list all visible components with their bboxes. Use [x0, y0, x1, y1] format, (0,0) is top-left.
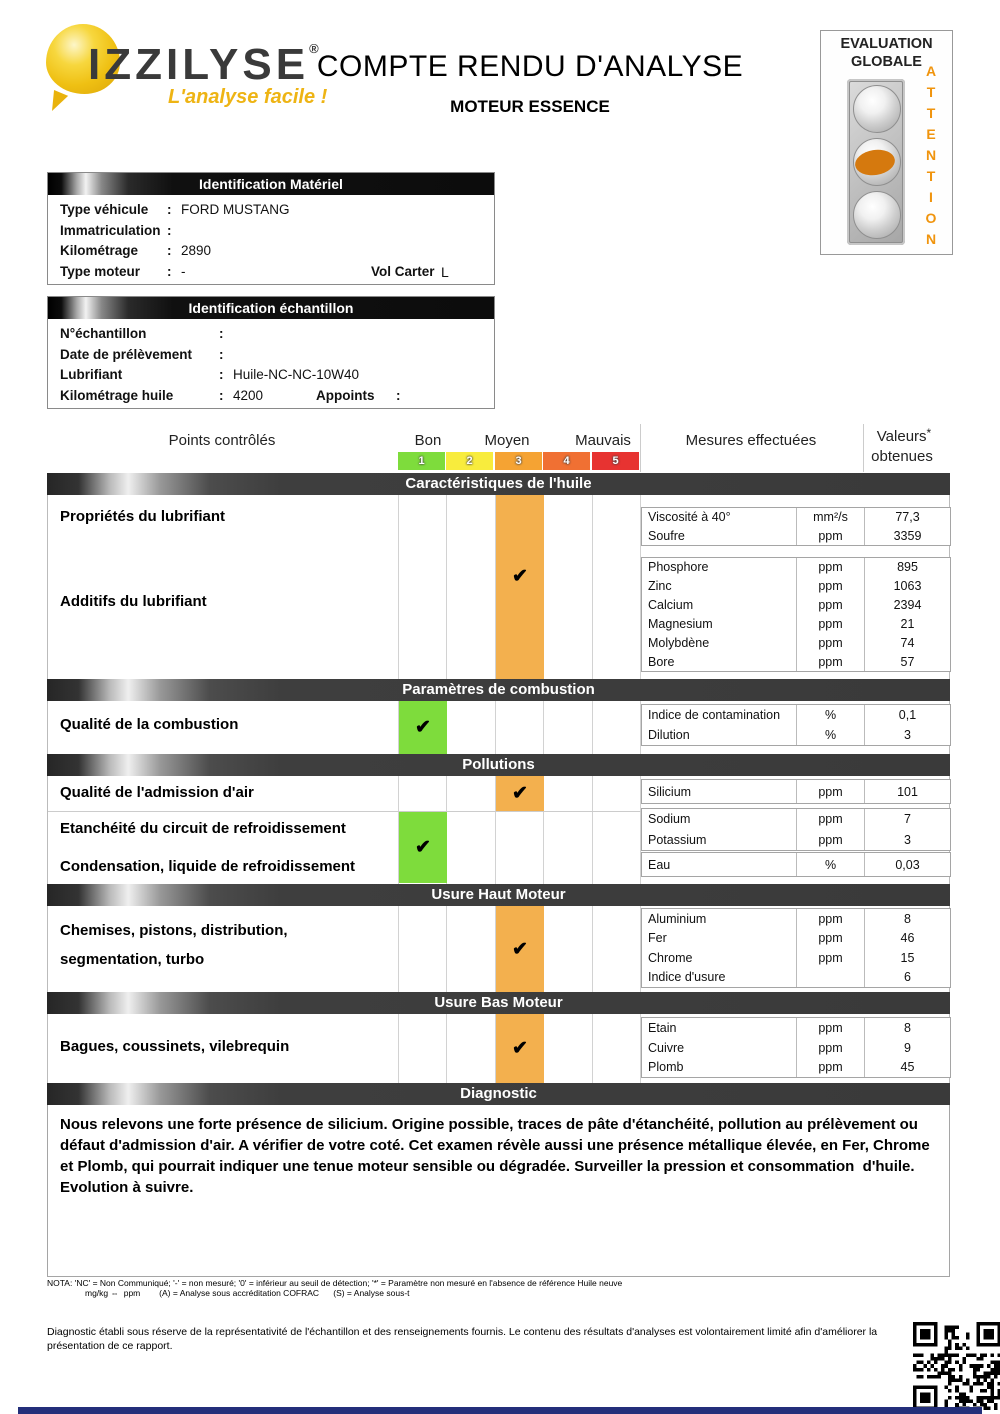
- row-admission-air: Qualité de l'admission d'air: [60, 784, 254, 801]
- measure-value: 3: [904, 728, 911, 742]
- traffic-light-middle: [853, 138, 901, 186]
- measure-value: 57: [900, 654, 915, 669]
- block-usure-haut: [47, 906, 950, 992]
- measure-row: [642, 1057, 950, 1077]
- colon: :: [219, 346, 224, 362]
- measure-row: [642, 705, 950, 725]
- measure-unit: ppm: [796, 948, 865, 968]
- measure-label: Phosphore: [648, 560, 709, 575]
- asterisk: *: [926, 426, 932, 440]
- field-kilometrage: [48, 241, 494, 262]
- measure-unit: [796, 968, 865, 988]
- verdict-letter: N: [925, 231, 937, 247]
- measure-unit: ppm: [796, 830, 865, 851]
- qr-code: [913, 1322, 1000, 1410]
- field-value: FORD MUSTANG: [181, 202, 290, 217]
- bottom-page-bar: [18, 1407, 982, 1414]
- section-band-combustion: Paramètres de combustion: [47, 679, 950, 701]
- measure-value: 101: [897, 784, 918, 799]
- col-points-controles: Points contrôlés: [168, 432, 276, 449]
- check-icon: ✔: [512, 566, 528, 587]
- report-subtitle: MOTEUR ESSENCE: [450, 97, 610, 116]
- measure-unit: ppm: [796, 596, 865, 615]
- scale-chip-5: [592, 452, 639, 470]
- measure-value: 6: [904, 970, 911, 985]
- logo: [88, 40, 319, 90]
- colon: :: [167, 243, 172, 258]
- measure-label: Aluminium: [648, 911, 707, 926]
- block-pollutions: [47, 776, 950, 884]
- colon: :: [167, 222, 172, 238]
- colon: :: [219, 326, 224, 341]
- table-header: [47, 424, 950, 472]
- measure-row: [642, 809, 950, 830]
- measure-value: 21: [900, 616, 915, 631]
- rating-cell-moyen: [496, 906, 544, 992]
- identification-echantillon-box: [47, 296, 495, 409]
- measure-unit: ppm: [796, 1018, 865, 1038]
- measure-unit: ppm: [796, 1057, 865, 1077]
- measure-label: Zinc: [648, 579, 672, 594]
- section-band-huile: Caractéristiques de l'huile: [47, 473, 950, 495]
- measure-row: [642, 1018, 950, 1038]
- measure-value: 15: [900, 950, 915, 965]
- measure-unit: ppm: [796, 1038, 865, 1058]
- measure-group: [641, 557, 951, 672]
- measure-unit: %: [796, 705, 865, 725]
- field-label: Lubrifiant: [60, 367, 123, 382]
- row-separator: [48, 811, 641, 812]
- measure-value: 0,1: [898, 708, 917, 722]
- measure-value: 1063: [893, 579, 922, 594]
- rating-cell-moyen: [496, 1014, 544, 1083]
- measure-value: 3359: [893, 528, 922, 543]
- scale-chip-4: [543, 452, 590, 470]
- colon: :: [396, 387, 401, 403]
- measure-unit: ppm: [796, 780, 865, 803]
- measure-label: Dilution: [648, 728, 690, 742]
- field-label: Date de prélèvement: [60, 346, 193, 362]
- verdict-letter: E: [926, 126, 936, 142]
- scale-chip-3: [495, 452, 542, 470]
- measure-row: [642, 780, 950, 803]
- check-icon: ✔: [415, 837, 431, 858]
- registered-mark: ®: [309, 41, 319, 56]
- field-value: Huile-NC-NC-10W40: [233, 367, 360, 382]
- scale-number: 1: [418, 455, 425, 467]
- measure-label: Potassium: [648, 832, 707, 847]
- block-usure-bas: [47, 1014, 950, 1083]
- measure-row: [642, 508, 950, 527]
- measure-label: Chrome: [648, 950, 693, 965]
- identification-materiel-header: Identification Matériel: [48, 173, 494, 195]
- field-label: Kilométrage huile: [60, 387, 174, 403]
- measure-row: [642, 558, 950, 577]
- check-icon: ✔: [512, 1038, 528, 1059]
- measure-label: Magnesium: [648, 616, 713, 631]
- measure-value: 2394: [893, 598, 922, 613]
- colon: :: [219, 367, 224, 382]
- evaluation-title-line1: EVALUATION: [840, 36, 933, 52]
- diagnostic-text: Nous relevons une forte présence de silicium. Origine possible, traces de pâte d'étanchéité, pollution au prélèvement ou défaut d'admission d'air. A vérifier de votre coté. Cet examen révèle aussi une présence métallique élevée, en Fer, Chrome et Plomb, qui pourrait indiquer une tenue moteur sensible ou dégradée. Surveiller la pression et consommation d'huile. Evolution à suivre.: [60, 1116, 934, 1196]
- measure-unit: ppm: [796, 929, 865, 949]
- verdict-letter: N: [925, 147, 937, 163]
- measure-unit: ppm: [796, 809, 865, 830]
- check-icon: ✔: [512, 783, 528, 804]
- measure-row: [642, 577, 950, 596]
- field-lubrifiant: [48, 365, 494, 386]
- measure-label: Molybdène: [648, 635, 710, 650]
- vol-carter-label: Vol Carter: [371, 263, 435, 279]
- field-value: [233, 324, 494, 345]
- field-value: 2890: [181, 243, 212, 258]
- field-value: -: [181, 263, 186, 279]
- results-table: [47, 424, 950, 1278]
- field-label: Type véhicule: [60, 202, 149, 217]
- verdict-letter: A: [925, 63, 937, 79]
- measure-row: [642, 853, 950, 876]
- field-type-moteur: [48, 262, 494, 283]
- scale-chip-2: [446, 452, 493, 470]
- row-additifs-lubrifiant: Additifs du lubrifiant: [60, 593, 207, 610]
- measure-label: Calcium: [648, 598, 694, 613]
- col-valeurs-line1: [877, 426, 931, 445]
- measure-row: [642, 830, 950, 851]
- measure-label: Plomb: [648, 1060, 684, 1075]
- field-value: [181, 221, 494, 242]
- measure-value: 8: [904, 1020, 911, 1035]
- traffic-light-icon: [847, 79, 905, 245]
- measure-value: 895: [897, 560, 918, 575]
- scale-number: 3: [515, 455, 522, 467]
- measure-row: [642, 968, 950, 988]
- row-bagues-coussinets: Bagues, coussinets, vilebrequin: [60, 1038, 290, 1055]
- measure-unit: %: [796, 725, 865, 745]
- vol-carter-value: L: [441, 263, 449, 280]
- colon: :: [167, 263, 172, 279]
- measure-group: [641, 779, 951, 804]
- measure-value: 0,03: [895, 857, 920, 872]
- verdict-letter: T: [926, 168, 936, 184]
- col-valeurs-line2: obtenues: [871, 448, 933, 465]
- measure-label: Eau: [648, 857, 671, 872]
- logo-tagline: L'analyse facile !: [168, 86, 328, 108]
- measure-row: [642, 596, 950, 615]
- report-title: COMPTE RENDU D'ANALYSE: [316, 50, 744, 83]
- diagnostic-box: [47, 1105, 950, 1277]
- colon: :: [219, 387, 224, 403]
- scale-chip-1: [398, 452, 445, 470]
- measure-label: Cuivre: [648, 1040, 685, 1055]
- measure-label: Viscosité à 40°: [648, 510, 731, 525]
- measure-label: Soufre: [648, 528, 685, 543]
- scale-number: 2: [466, 455, 473, 467]
- measure-row: [642, 614, 950, 633]
- measure-row: [642, 527, 950, 546]
- colon: :: [167, 202, 172, 217]
- measure-unit: ppm: [796, 577, 865, 596]
- measure-value: 7: [904, 812, 911, 827]
- measure-row: [642, 725, 950, 745]
- col-moyen: Moyen: [484, 432, 530, 449]
- logo-wordmark: IZZILYSE: [88, 40, 310, 89]
- field-label: N°échantillon: [60, 326, 147, 341]
- measure-label: Fer: [648, 931, 667, 946]
- measure-label: Etain: [648, 1020, 677, 1035]
- rating-cell-moyen: [496, 776, 544, 811]
- col-mauvais: Mauvais: [575, 432, 631, 449]
- verdict-letter: T: [926, 84, 936, 100]
- measure-row: [642, 948, 950, 968]
- row-proprietes-lubrifiant: Propriétés du lubrifiant: [60, 508, 226, 525]
- measure-unit: ppm: [796, 633, 865, 652]
- measure-group: [641, 704, 951, 746]
- section-band-usure-haut: Usure Haut Moteur: [47, 884, 950, 906]
- nota-line1: NOTA: 'NC' = Non Communiqué; '-' = non mesuré; '0' = inférieur au seuil de détection; '*' = Paramètre non mesuré en l'absence de référence Huile neuve: [47, 1278, 623, 1288]
- field-immatriculation: [48, 221, 494, 242]
- field-label: Kilométrage: [60, 243, 139, 258]
- measure-label: Indice de contamination: [648, 708, 781, 722]
- col-bon: Bon: [414, 432, 442, 449]
- col-mesures: Mesures effectuées: [685, 432, 817, 449]
- rating-cell-bon: [399, 812, 447, 883]
- field-type-vehicule: [48, 200, 494, 221]
- measure-value: 45: [900, 1060, 915, 1075]
- measure-value: 77,3: [895, 510, 920, 525]
- block-huile: [47, 495, 950, 679]
- traffic-light-bottom: [853, 191, 901, 239]
- field-n-echantillon: [48, 324, 494, 345]
- verdict-attention: [917, 63, 945, 252]
- check-icon: ✔: [415, 717, 431, 738]
- field-value: 4200: [233, 387, 264, 403]
- field-label: Type moteur: [60, 263, 141, 279]
- verdict-letter: T: [926, 105, 936, 121]
- measure-group: [641, 507, 951, 546]
- nota-line2: mg/kg ⇔ ppm (A) = Analyse sous accréditation COFRAC (S) = Analyse sous-t: [85, 1288, 410, 1298]
- appoints-label: Appoints: [316, 387, 375, 403]
- measure-unit: ppm: [796, 909, 865, 929]
- measure-row: [642, 652, 950, 671]
- measure-unit: ppm: [796, 527, 865, 546]
- lit-orange-light: [853, 147, 896, 178]
- measure-unit: ppm: [796, 652, 865, 671]
- identification-echantillon-header: Identification échantillon: [48, 297, 494, 319]
- measure-unit: %: [796, 853, 865, 876]
- disclaimer-text: Diagnostic établi sous réserve de la représentativité de l'échantillon et des renseignements fournis. Le contenu des résultats d'analyses est volontairement limité afin d'améliorer la présentation de ce rapport.: [47, 1326, 878, 1352]
- measure-row: [642, 633, 950, 652]
- field-value: [233, 345, 494, 366]
- measure-group: [641, 808, 951, 851]
- measure-label: Silicium: [648, 784, 692, 799]
- measure-row: [642, 909, 950, 929]
- section-band-usure-bas: Usure Bas Moteur: [47, 992, 950, 1014]
- traffic-light-top: [853, 85, 901, 133]
- verdict-letter: O: [925, 210, 937, 226]
- measure-unit: mm²/s: [796, 508, 865, 527]
- measure-unit: ppm: [796, 614, 865, 633]
- measure-row: [642, 929, 950, 949]
- field-label: Immatriculation: [60, 222, 161, 238]
- row-etancheite-refroidissement: Etanchéité du circuit de refroidissement: [60, 820, 346, 837]
- measure-group: [641, 852, 951, 877]
- scale-number: 5: [612, 455, 619, 467]
- section-band-diagnostic: Diagnostic: [47, 1083, 950, 1105]
- evaluation-title-line2: GLOBALE: [851, 54, 922, 70]
- measure-label: Indice d'usure: [648, 970, 726, 985]
- section-band-pollutions: Pollutions: [47, 754, 950, 776]
- valeurs-text: Valeurs: [876, 428, 927, 445]
- row-chemises-pistons: Chemises, pistons, distribution,: [60, 922, 288, 939]
- row-condensation: Condensation, liquide de refroidissement: [60, 858, 356, 875]
- scale-number: 4: [563, 455, 570, 467]
- measure-group: [641, 1017, 951, 1078]
- verdict-letter: I: [929, 189, 933, 205]
- check-icon: ✔: [512, 938, 528, 960]
- measure-value: 9: [904, 1040, 911, 1055]
- measure-value: 8: [904, 911, 911, 926]
- field-kilometrage-huile: [48, 386, 494, 407]
- measure-value: 74: [900, 635, 915, 650]
- evaluation-globale-box: [820, 30, 953, 255]
- measure-value: 46: [900, 931, 915, 946]
- rating-cell-bon: [399, 701, 447, 754]
- measure-unit: ppm: [796, 558, 865, 577]
- row-segmentation-turbo: segmentation, turbo: [60, 951, 205, 968]
- identification-materiel-box: [47, 172, 495, 285]
- field-date-prelevement: [48, 345, 494, 366]
- rating-cell-moyen: [496, 495, 544, 679]
- measure-group: [641, 908, 951, 988]
- measure-row: [642, 1038, 950, 1058]
- block-combustion: [47, 701, 950, 754]
- measure-label: Sodium: [648, 812, 691, 827]
- measure-value: 3: [904, 832, 911, 847]
- measure-label: Bore: [648, 654, 675, 669]
- row-qualite-combustion: Qualité de la combustion: [60, 716, 239, 733]
